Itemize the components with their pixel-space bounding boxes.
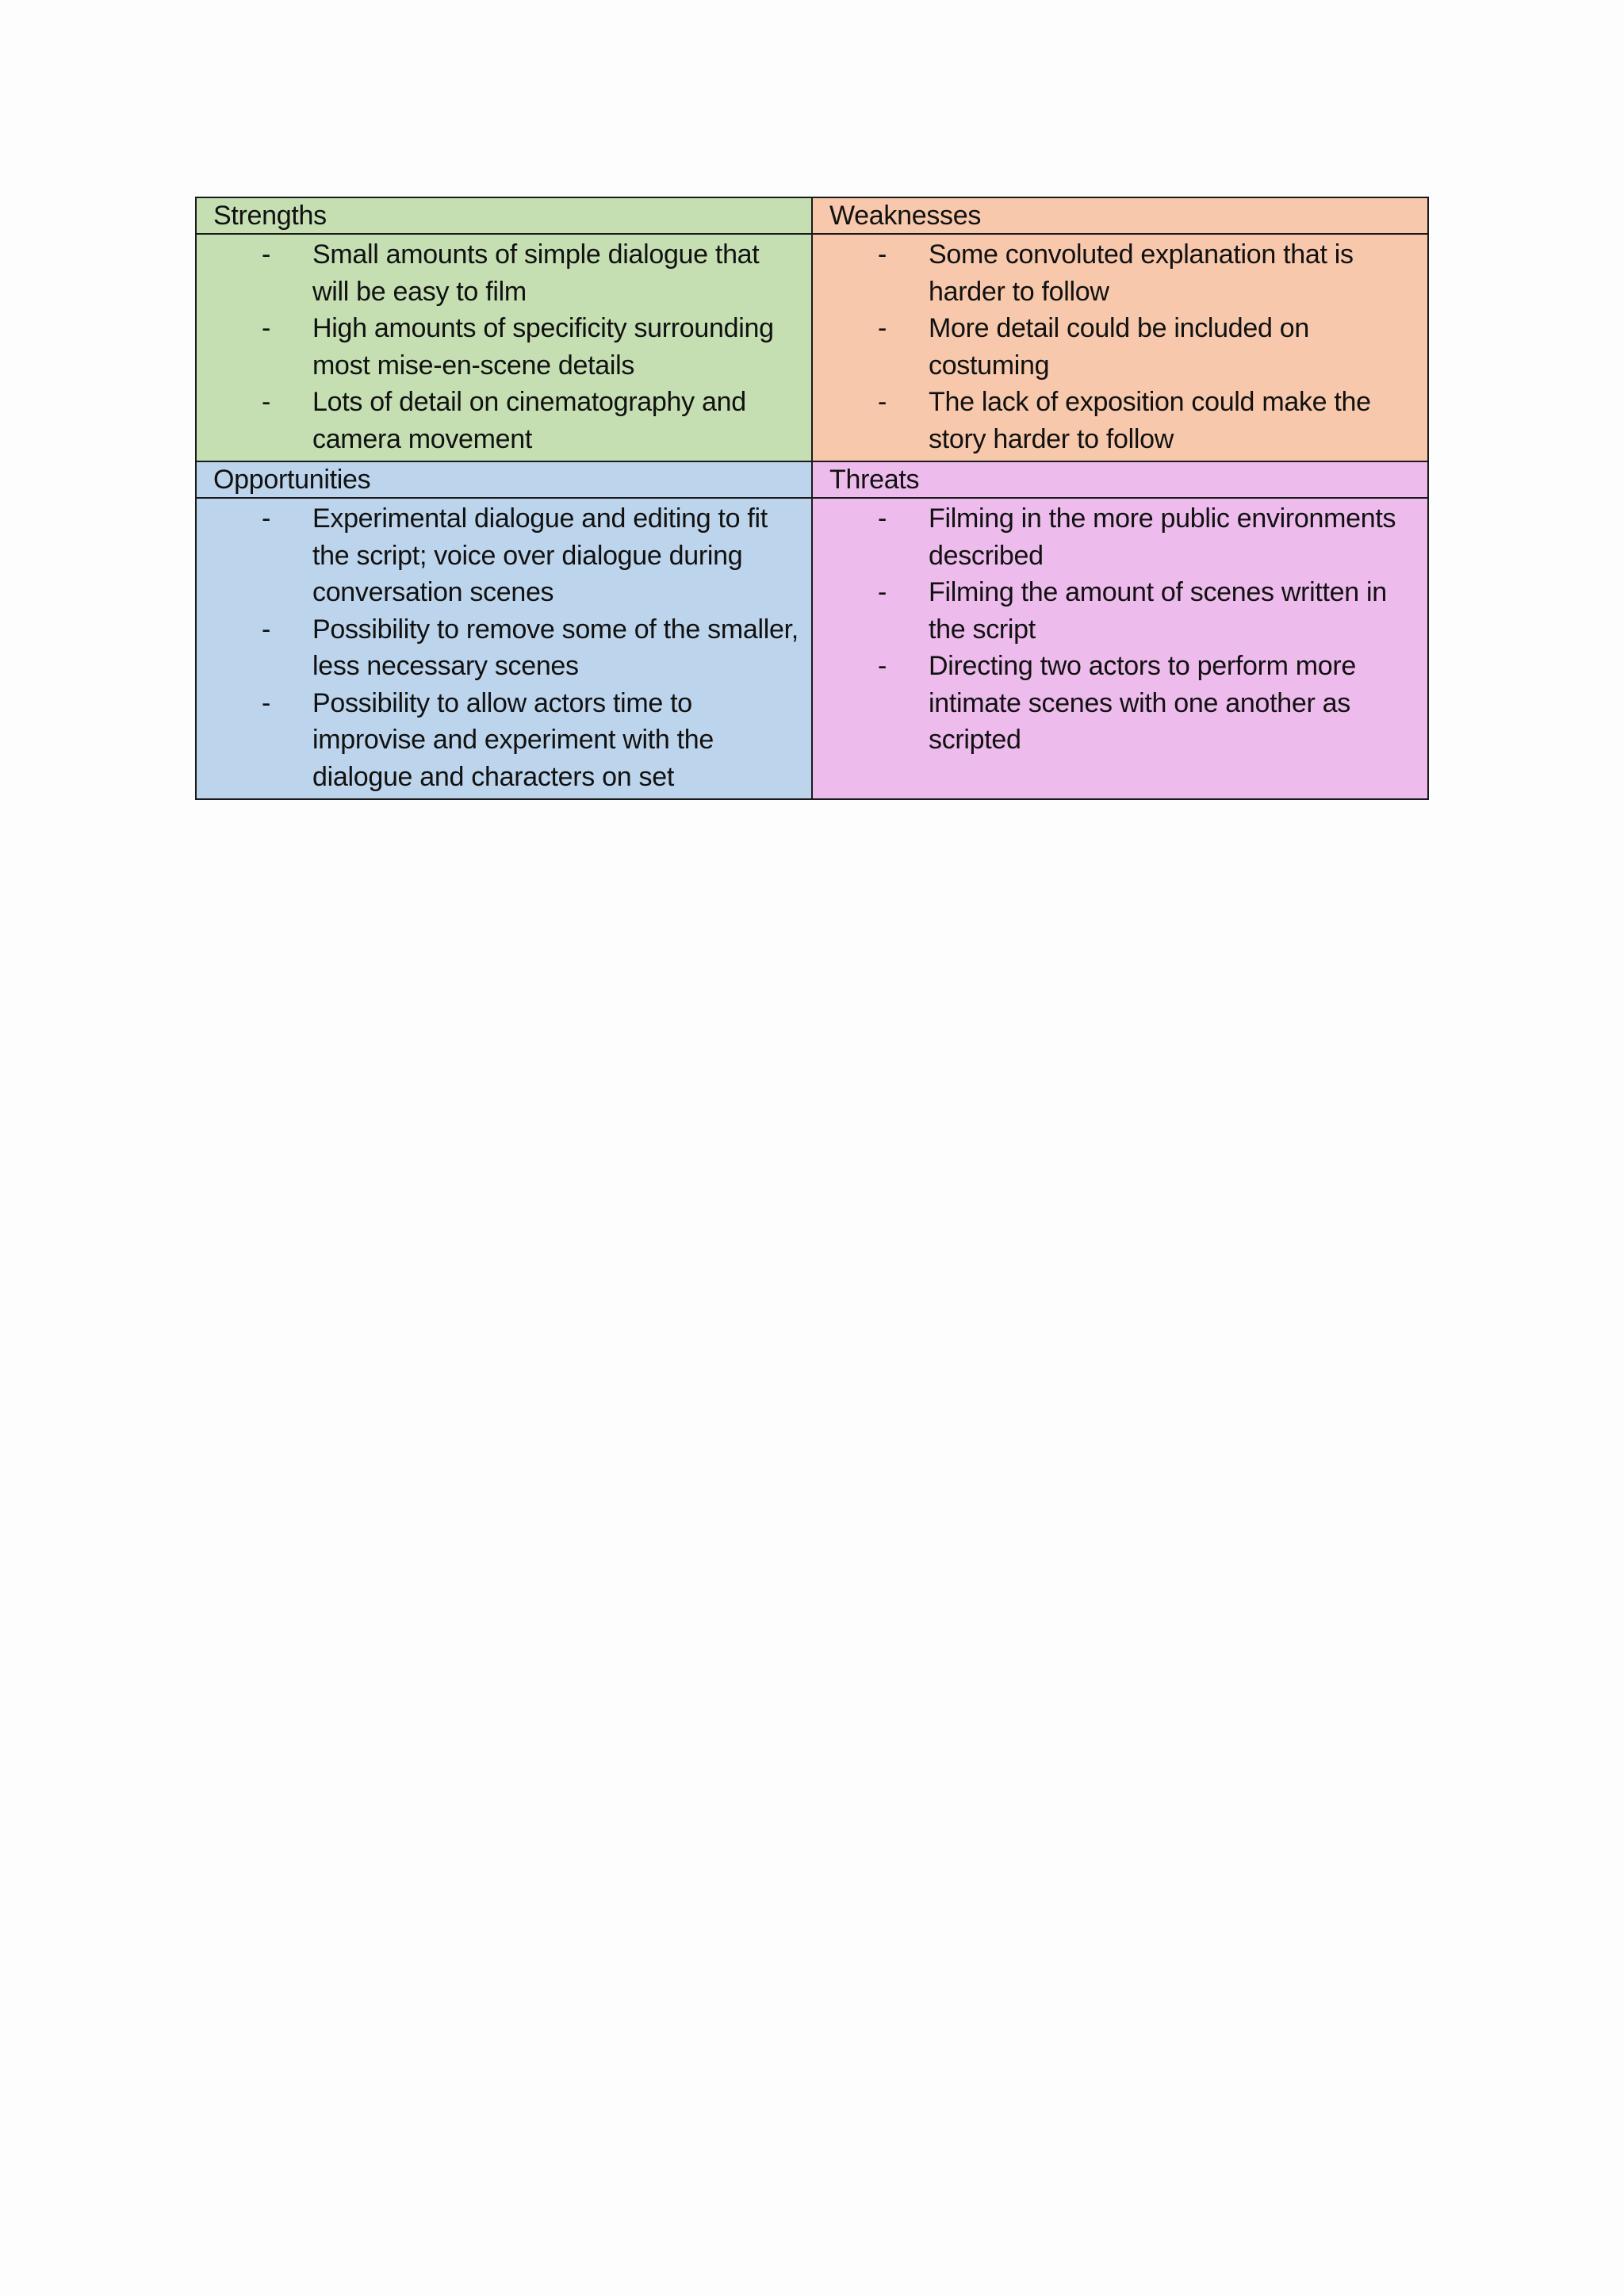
list-item [813,384,1416,457]
bullet-dash: - [262,614,271,645]
bullet-dash: - [878,239,887,270]
list-item [197,500,800,611]
weaknesses-cell [812,234,1428,461]
list-item [813,648,1416,759]
bullet-dash: - [262,313,271,343]
list-item [197,236,800,310]
threat-item-text: Filming in the more public environments described [929,503,1396,571]
threats-cell [812,498,1428,799]
bullet-dash: - [262,503,271,534]
strength-item-text: Small amounts of simple dialogue that will be easy to film [312,239,760,307]
list-item [197,384,800,457]
bullet-dash: - [878,577,887,607]
strengths-list [197,235,811,461]
weakness-item-text: The lack of exposition could make the story harder to follow [929,387,1371,454]
strengths-cell [196,234,812,461]
list-item [197,310,800,384]
opportunity-item-text: Possibility to remove some of the smaller, less necessary scenes [312,614,799,681]
opportunities-header: Opportunities [196,461,812,498]
threat-item-text: Directing two actors to perform more intimate scenes with one another as scripted [929,651,1357,755]
strengths-header: Strengths [196,197,812,234]
opportunities-cell [196,498,812,799]
opportunity-item-text: Possibility to allow actors time to improvise and experiment with the dialogue and characters on set [312,687,714,792]
threat-item-text: Filming the amount of scenes written in the script [929,577,1387,645]
list-item [197,611,800,685]
header-row-bottom [196,461,1428,498]
opportunity-item-text: Experimental dialogue and editing to fit the script; voice over dialogue during conversation scenes [312,503,768,607]
body-row-top [196,234,1428,461]
body-row-bottom [196,498,1428,799]
strength-item-text: High amounts of specificity surrounding most mise-en-scene details [312,313,774,381]
list-item [197,685,800,796]
bullet-dash: - [878,387,887,417]
bullet-dash: - [878,503,887,534]
threats-list [813,499,1427,762]
bullet-dash: - [878,651,887,681]
weaknesses-header: Weaknesses [812,197,1428,234]
threats-header: Threats [812,461,1428,498]
swot-table [195,197,1429,800]
strength-item-text: Lots of detail on cinematography and camera movement [312,387,746,454]
bullet-dash: - [262,687,271,718]
bullet-dash: - [878,313,887,343]
weaknesses-list [813,235,1427,461]
list-item [813,500,1416,574]
list-item [813,310,1416,384]
weakness-item-text: Some convoluted explanation that is harder to follow [929,239,1354,307]
header-row-top [196,197,1428,234]
weakness-item-text: More detail could be included on costuming [929,313,1309,381]
opportunities-list [197,499,811,798]
list-item [813,574,1416,648]
list-item [813,236,1416,310]
bullet-dash: - [262,239,271,270]
bullet-dash: - [262,387,271,417]
